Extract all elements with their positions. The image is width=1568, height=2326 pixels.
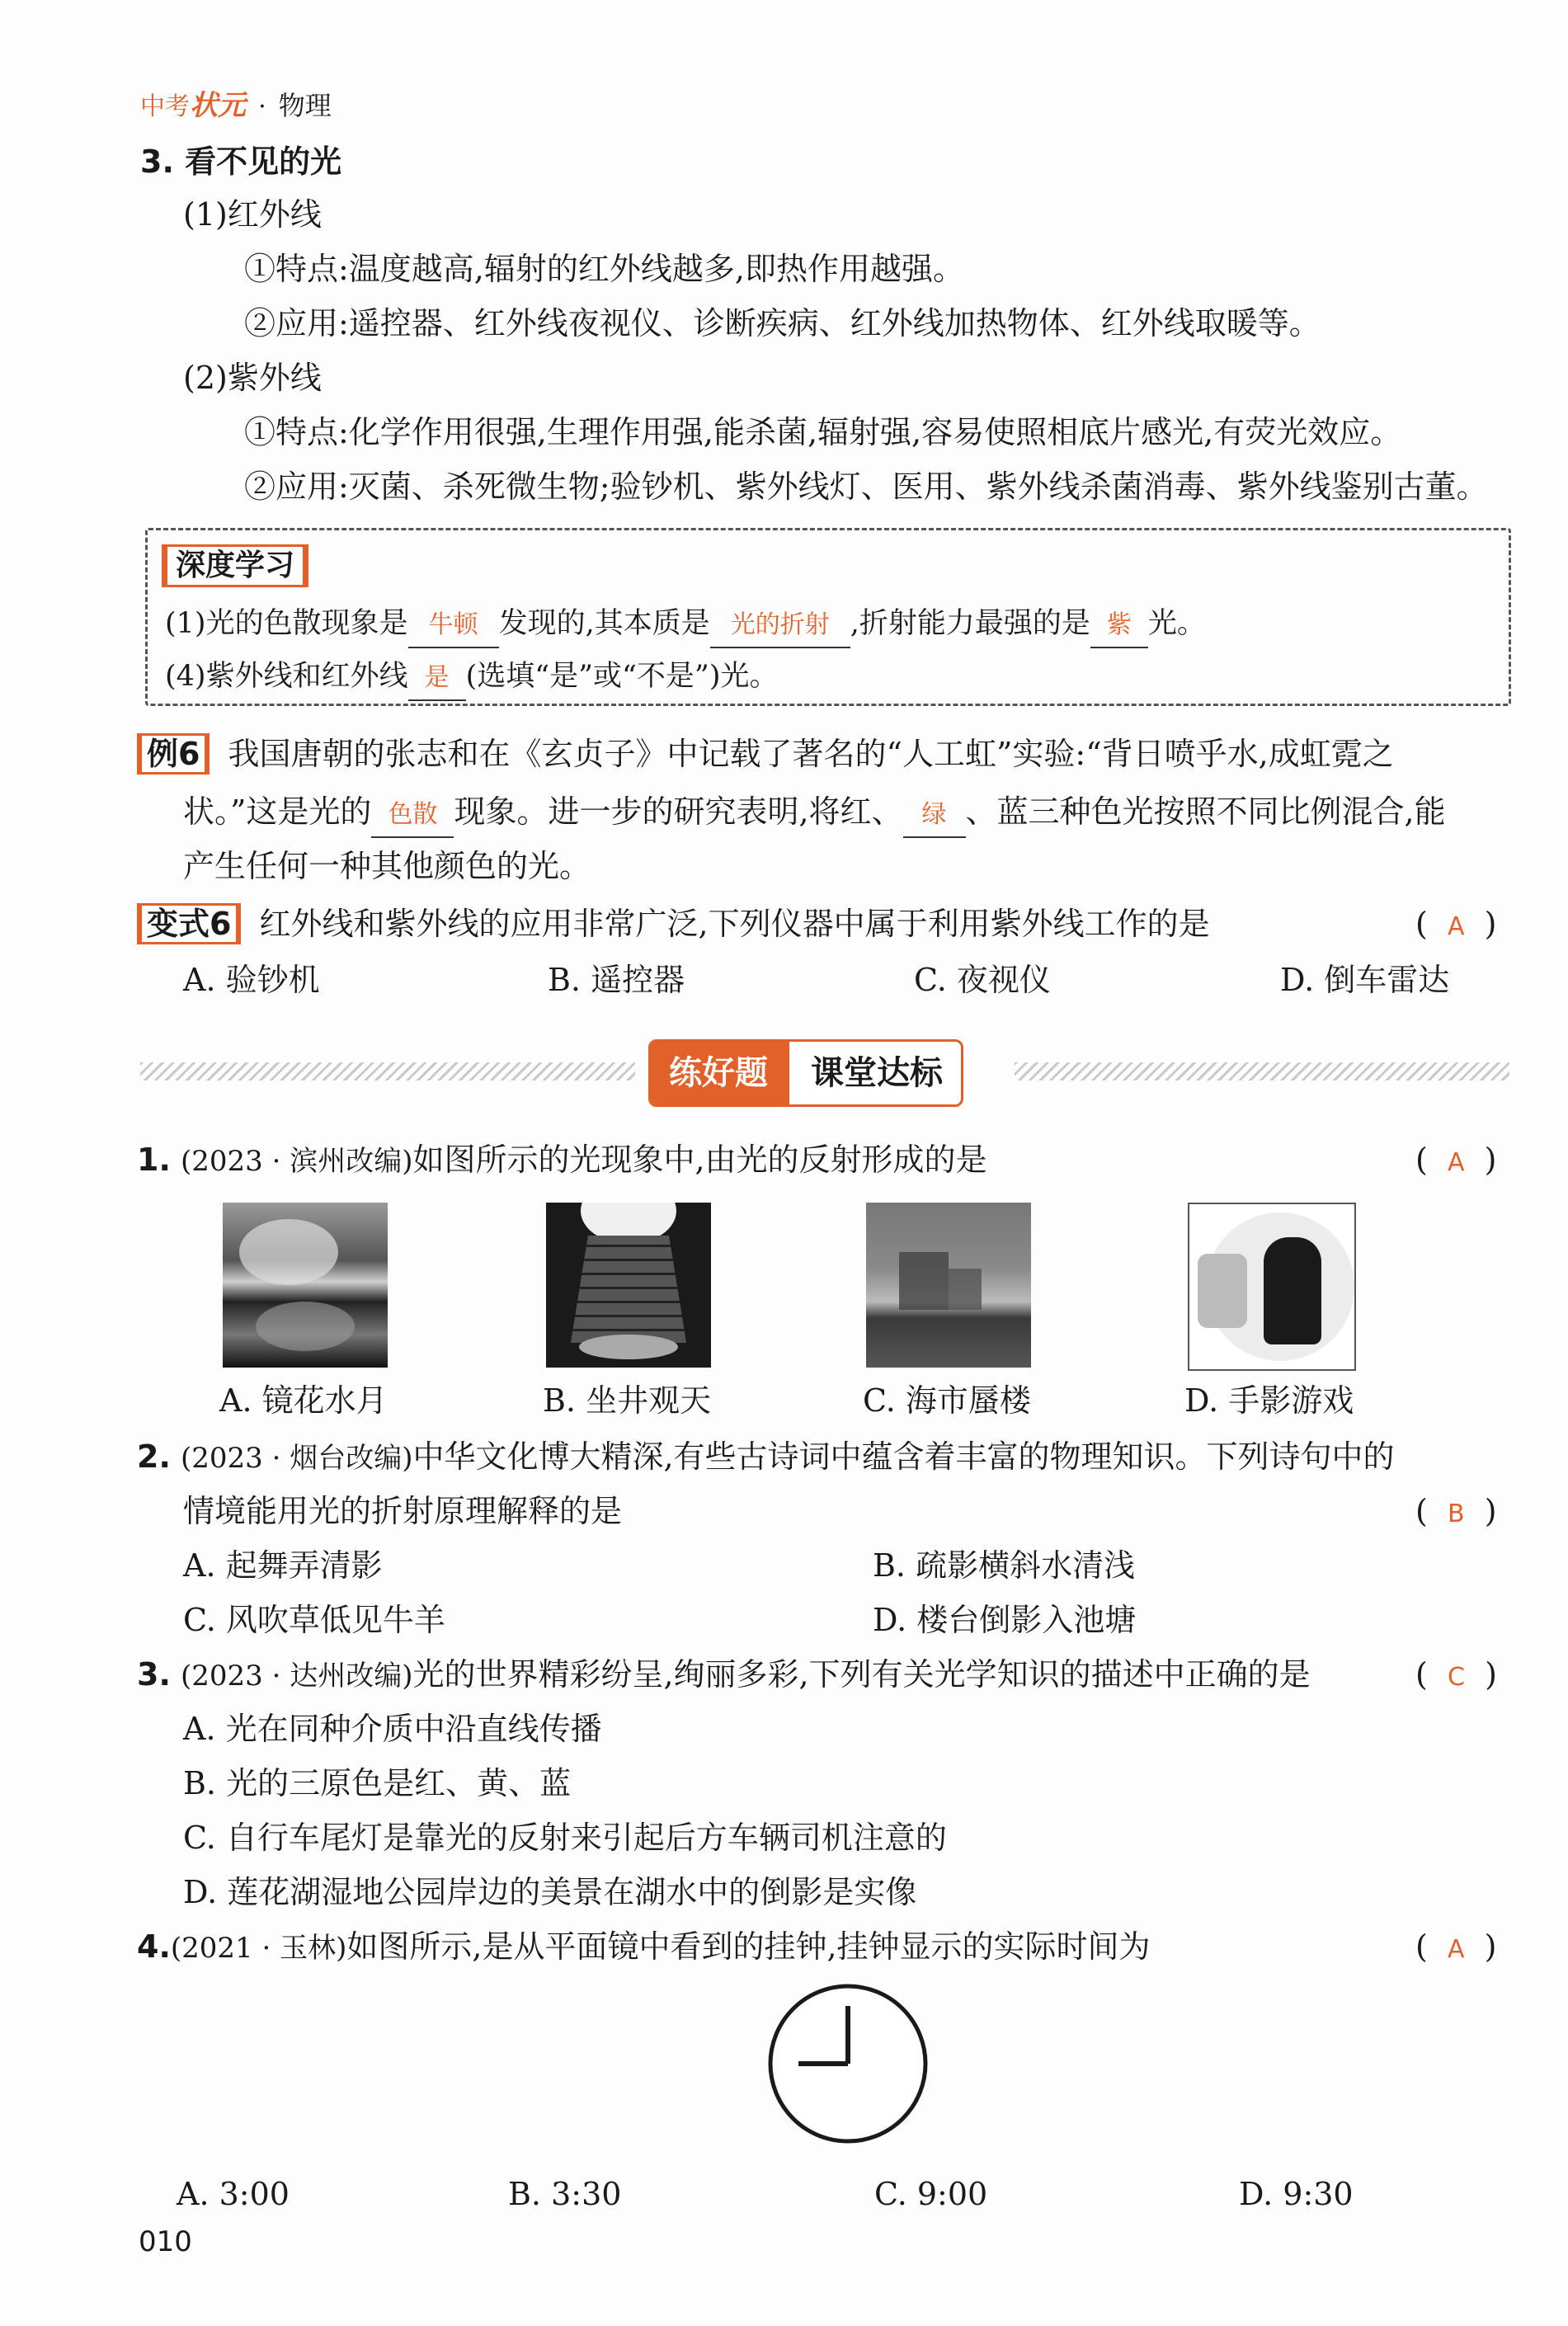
question-2-option-c: C. 风吹草低见牛羊 xyxy=(183,1602,445,1638)
photo-mirage xyxy=(866,1203,1031,1368)
question-1-option-d: D. 手影游戏 xyxy=(1184,1382,1354,1419)
brand-logo: 中考状元 xyxy=(140,89,246,122)
question-4-answer: ( A ) xyxy=(1415,1928,1497,1965)
question-1-option-b: B. 坐井观天 xyxy=(543,1382,712,1419)
section-banner xyxy=(648,1039,963,1107)
question-3-stem: 3. (2023 · 达州改编)光的世界精彩纷呈,绚丽多彩,下列有关光学知识的描述中正确的是 xyxy=(137,1656,1311,1693)
page-header xyxy=(140,82,332,123)
question-4-option-a: A. 3:00 xyxy=(177,2176,290,2212)
question-3-option-b: B. 光的三原色是红、黄、蓝 xyxy=(183,1765,572,1801)
infrared-application: ②应用:遥控器、红外线夜视仪、诊断疾病、红外线加热物体、红外线取暖等。 xyxy=(244,305,1321,341)
example-6-line-1: 例6 我国唐朝的张志和在《玄贞子》中记载了著名的“人工虹”实验:“背日喷乎水,成虹霓之 xyxy=(137,732,1394,775)
header-separator: · xyxy=(258,92,266,121)
question-1-option-c: C. 海市蜃楼 xyxy=(863,1382,1031,1419)
photo-well-frog xyxy=(546,1203,711,1368)
deep-study-line-2: (4)紫外线和红外线 是 (选填“是”或“不是”)光。 xyxy=(165,655,778,701)
question-4-stem: 4.(2021 · 玉林)如图所示,是从平面镜中看到的挂钟,挂钟显示的实际时间为 xyxy=(137,1928,1151,1965)
example-6-line-2: 状。”这是光的 色散 现象。进一步的研究表明,将红、 绿 、蓝三种色光按照不同比例混合,能 xyxy=(183,790,1446,838)
question-4-option-c: C. 9:00 xyxy=(874,2176,988,2212)
blank-answer: 色散 xyxy=(371,793,454,838)
ultraviolet-feature: ①特点:化学作用很强,生理作用强,能杀菌,辐射强,容易使照相底片感光,有荧光效应。 xyxy=(244,414,1402,450)
question-2-answer: ( B ) xyxy=(1415,1493,1497,1529)
blank-answer: 牛顿 xyxy=(408,604,499,648)
question-4-option-d: D. 9:30 xyxy=(1239,2176,1354,2212)
variant-6-stem: 变式6 红外线和紫外线的应用非常广泛,下列仪器中属于利用紫外线工作的是 xyxy=(137,902,1210,945)
subject-label: 物理 xyxy=(278,90,332,121)
blank-answer: 光的折射 xyxy=(710,604,850,648)
variant-6-option-b: B. 遥控器 xyxy=(548,962,685,998)
question-2-option-b: B. 疏影横斜水清浅 xyxy=(873,1547,1136,1584)
deep-study-tag: 深度学习 xyxy=(162,544,308,587)
divider-hatch-right xyxy=(1015,1062,1509,1081)
divider-hatch-left xyxy=(140,1062,635,1081)
variant-6-option-d: D. 倒车雷达 xyxy=(1280,962,1450,998)
question-2-stem-cont: 情境能用光的折射原理解释的是 xyxy=(183,1493,623,1529)
infrared-heading: (1)红外线 xyxy=(183,196,322,233)
question-3-option-a: A. 光在同种介质中沿直线传播 xyxy=(183,1711,602,1747)
banner-left: 练好题 xyxy=(651,1042,789,1104)
question-3-answer: ( C ) xyxy=(1415,1656,1497,1693)
question-1-option-a: A. 镜花水月 xyxy=(219,1382,388,1419)
question-3-option-d: D. 莲花湖湿地公园岸边的美景在湖水中的倒影是实像 xyxy=(183,1874,917,1910)
example-6-line-3: 产生任何一种其他颜色的光。 xyxy=(183,848,591,884)
question-2-stem: 2. (2023 · 烟台改编)中华文化博大精深,有些古诗词中蕴含着丰富的物理知识。下列诗句中的 xyxy=(137,1438,1395,1475)
question-2-option-d: D. 楼台倒影入池塘 xyxy=(873,1602,1137,1638)
question-4-option-b: B. 3:30 xyxy=(508,2176,622,2212)
mirror-clock xyxy=(765,1981,930,2146)
blank-answer: 绿 xyxy=(903,793,966,838)
question-1-answer: ( A ) xyxy=(1415,1142,1497,1178)
ultraviolet-heading: (2)紫外线 xyxy=(183,360,322,396)
variant-tag: 变式6 xyxy=(137,903,241,944)
section-title: 3. 看不见的光 xyxy=(140,144,342,180)
photo-hand-shadow xyxy=(1188,1203,1356,1371)
variant-6-option-a: A. 验钞机 xyxy=(183,962,320,998)
example-tag: 例6 xyxy=(137,733,210,775)
question-3-option-c: C. 自行车尾灯是靠光的反射来引起后方车辆司机注意的 xyxy=(183,1820,947,1856)
question-2-option-a: A. 起舞弄清影 xyxy=(183,1547,383,1584)
variant-6-option-c: C. 夜视仪 xyxy=(914,962,1051,998)
ultraviolet-application: ②应用:灭菌、杀死微生物;验钞机、紫外线灯、医用、紫外线杀菌消毒、紫外线鉴别古董。 xyxy=(244,468,1488,505)
deep-study-line-1: (1)光的色散现象是 牛顿 发现的,其本质是 光的折射 ,折射能力最强的是 紫 光。 xyxy=(165,602,1206,648)
blank-answer: 紫 xyxy=(1090,604,1148,648)
page-number: 010 xyxy=(139,2225,192,2258)
variant-6-answer: ( A ) xyxy=(1415,906,1497,942)
infrared-feature: ①特点:温度越高,辐射的红外线越多,即热作用越强。 xyxy=(244,251,964,287)
banner-right: 课堂达标 xyxy=(811,1054,943,1092)
blank-answer: 是 xyxy=(408,657,466,701)
photo-mirror-flower xyxy=(223,1203,388,1368)
question-1-stem: 1. (2023 · 滨州改编)如图所示的光现象中,由光的反射形成的是 xyxy=(137,1142,987,1178)
